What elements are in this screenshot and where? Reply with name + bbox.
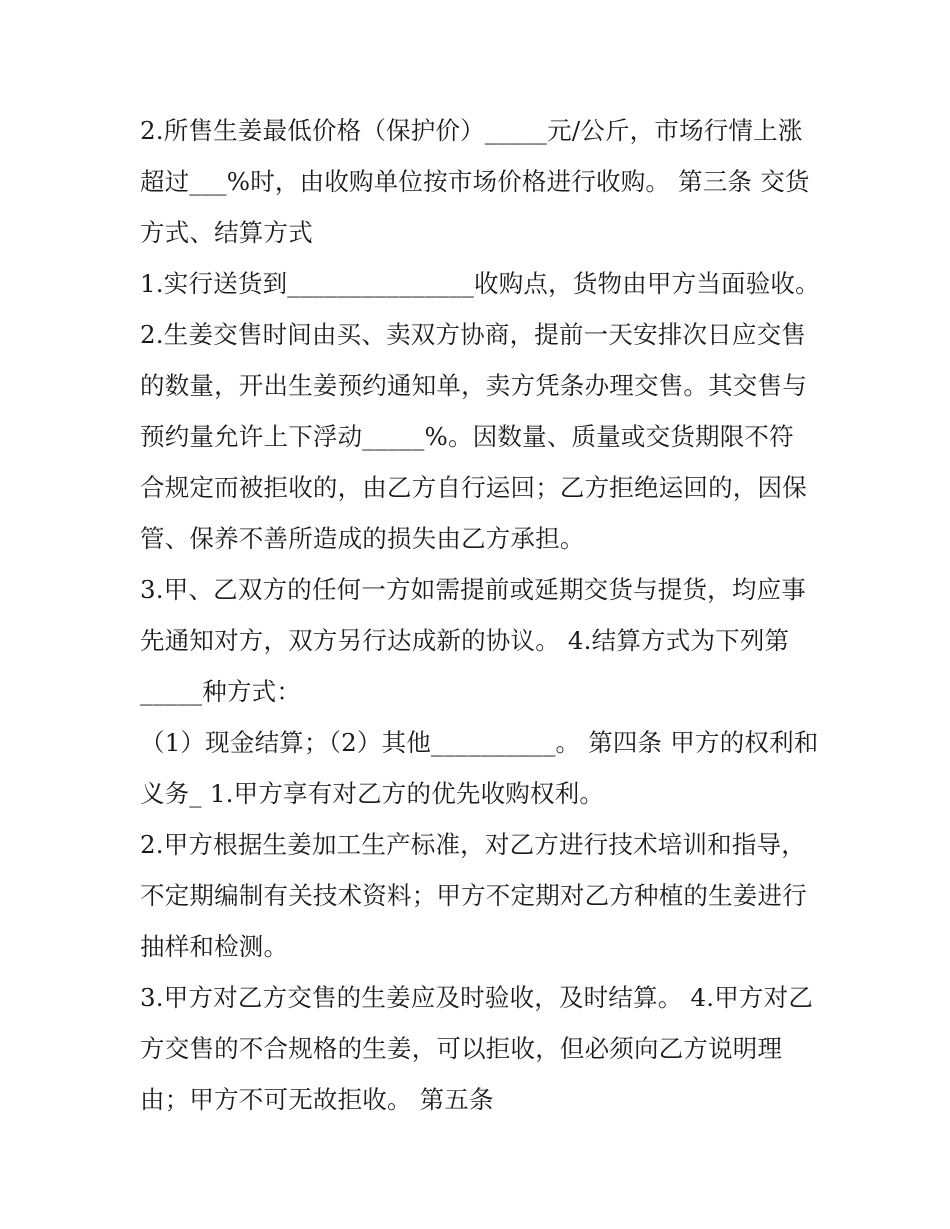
text-line: 2.所售生姜最低价格（保护价）_____元/公斤，市场行情上涨 (140, 116, 803, 145)
text-line: _____种方式： (140, 677, 302, 706)
contract-body-text (140, 105, 820, 1125)
text-line: 先通知对方，双方另行达成新的协议。 4.结算方式为下列第 (140, 626, 790, 655)
text-line: 2.生姜交售时间由买、卖双方协商，提前一天安排次日应交售 (140, 320, 806, 349)
text-line: 的数量，开出生姜预约通知单，卖方凭条办理交售。其交售与 (140, 371, 807, 400)
text-line: 义务_ 1.甲方享有对乙方的优先收购权利。 (140, 779, 605, 808)
text-line: 抽样和检测。 (140, 932, 289, 961)
text-line: 方交售的不合规格的生姜，可以拒收，但必须向乙方说明理 (140, 1034, 783, 1063)
text-line: 3.甲方对乙方交售的生姜应及时验收，及时结算。 4.甲方对乙 (140, 983, 814, 1012)
text-line: （1）现金结算；（2）其他__________。 第四条 甲方的权利和 (140, 728, 819, 757)
text-line: 方式、结算方式 (140, 218, 313, 247)
text-line: 不定期编制有关技术资料；甲方不定期对乙方种植的生姜进行 (140, 881, 807, 910)
text-line: 由；甲方不可无故拒收。 第五条 (140, 1085, 494, 1114)
text-line: 超过___%时，由收购单位按市场价格进行收购。 第三条 交货 (140, 167, 810, 196)
text-line: 3.甲、乙双方的任何一方如需提前或延期交货与提货，均应事 (140, 575, 806, 604)
text-line: 2.甲方根据生姜加工生产标准，对乙方进行技术培训和指导， (140, 830, 806, 859)
text-line: 1.实行送货到_______________收购点，货物由甲方当面验收。 (140, 269, 820, 298)
text-line: 预约量允许上下浮动_____%。因数量、质量或交货期限不符 (140, 422, 794, 451)
text-line: 合规定而被拒收的，由乙方自行运回；乙方拒绝运回的，因保 (140, 473, 807, 502)
text-line: 管、保养不善所造成的损失由乙方承担。 (140, 524, 585, 553)
